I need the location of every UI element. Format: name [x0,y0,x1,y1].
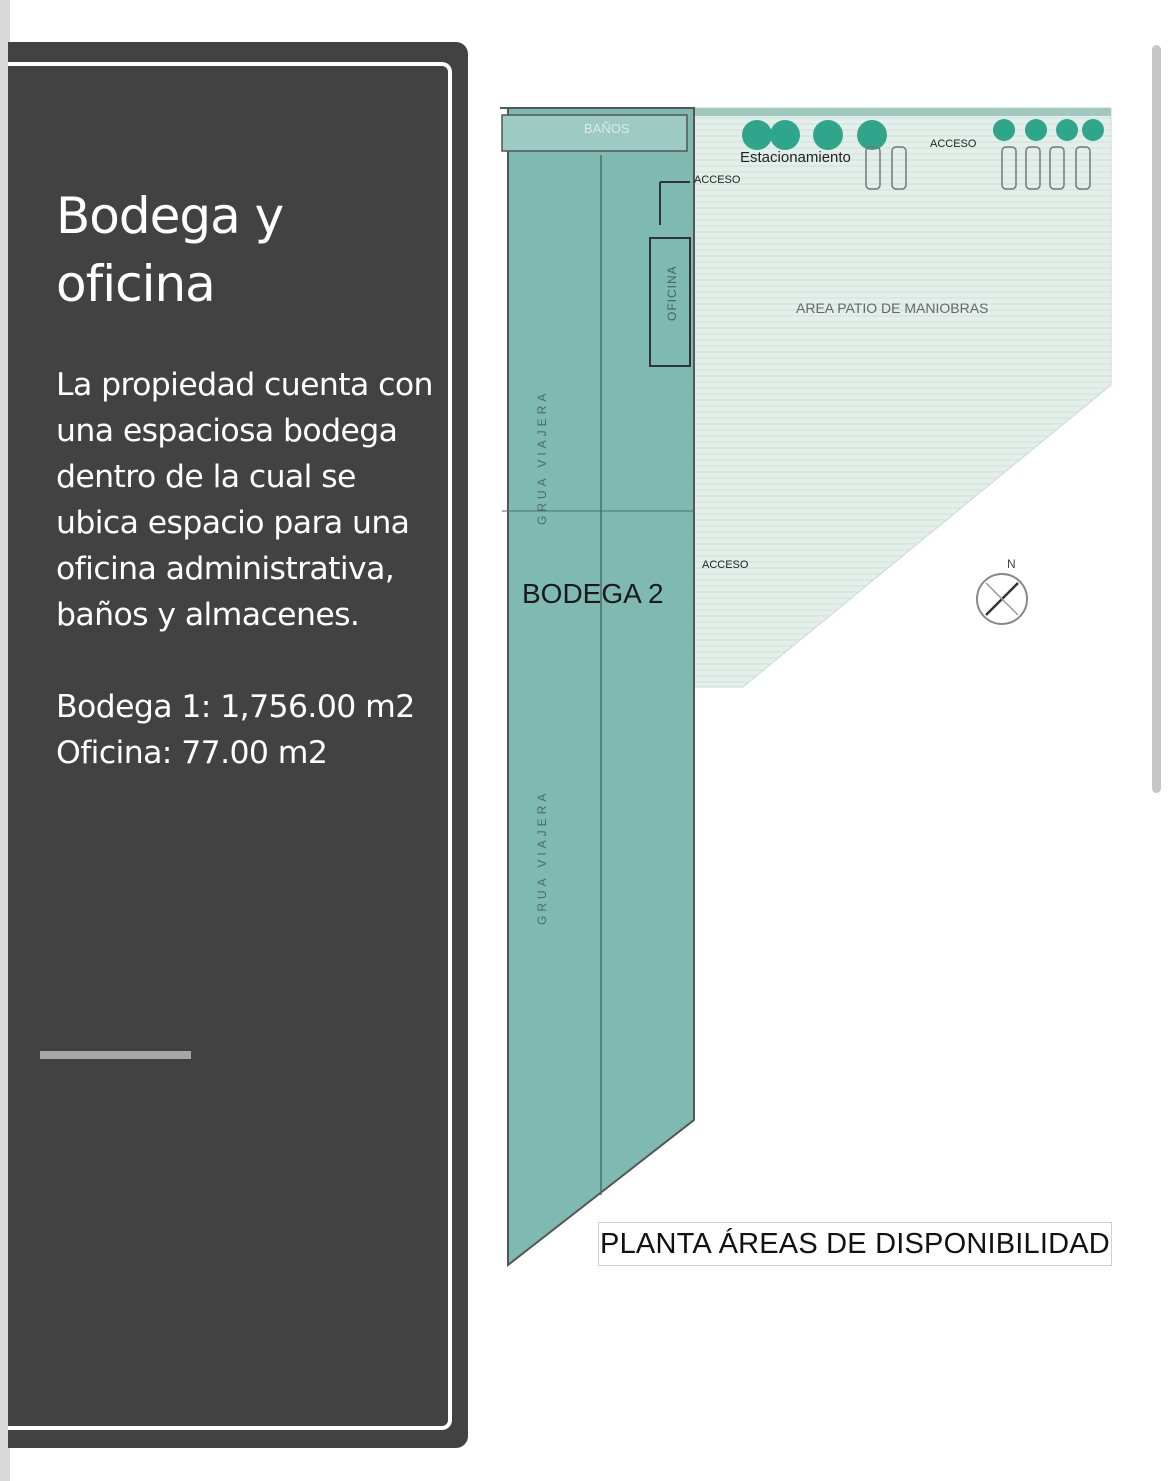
tree-icon [1082,119,1104,141]
label-acceso-top: ACCESO [930,138,977,150]
label-banos: BAÑOS [584,121,630,136]
floor-plan [480,95,1140,1275]
label-area-patio: AREA PATIO DE MANIOBRAS [796,300,989,316]
parking-strip [694,108,1111,116]
stat-bodega: Bodega 1: 1,756.00 m2 [56,689,415,725]
tree-icon [813,120,843,150]
patio-area [694,108,1111,687]
tree-icon [857,120,887,150]
tree-icon [1056,119,1078,141]
stat-oficina: Oficina: 77.00 m2 [56,735,328,771]
label-north: N [1007,557,1016,571]
tree-icon [742,120,772,150]
label-estacionamiento: Estacionamiento [740,149,851,166]
label-acceso-mid: ACCESO [702,559,749,571]
label-oficina: OFICINA [665,265,679,321]
plan-caption-box [598,1222,1112,1266]
label-acceso-left: ACCESO [694,174,741,186]
tree-icon [770,120,800,150]
tree-icon [1025,119,1047,141]
scrollbar-thumb[interactable] [1152,45,1161,793]
label-grua-bottom: GRUA VIAJERA [535,789,549,925]
slide-description: La propiedad cuenta con una espaciosa bodega dentro de la cual se ubica espacio para una oficina administrativa, baños y almacenes. [56,367,433,633]
plan-caption: PLANTA ÁREAS DE DISPONIBILIDAD [600,1227,1110,1260]
area-stats [56,684,441,776]
north-arrow-icon [977,574,1027,624]
label-bodega: BODEGA 2 [522,578,664,609]
slide-title: Bodega y oficina [56,187,284,313]
panel-divider [40,1051,191,1059]
tree-icon [993,119,1015,141]
label-grua-top: GRUA VIAJERA [535,389,549,525]
